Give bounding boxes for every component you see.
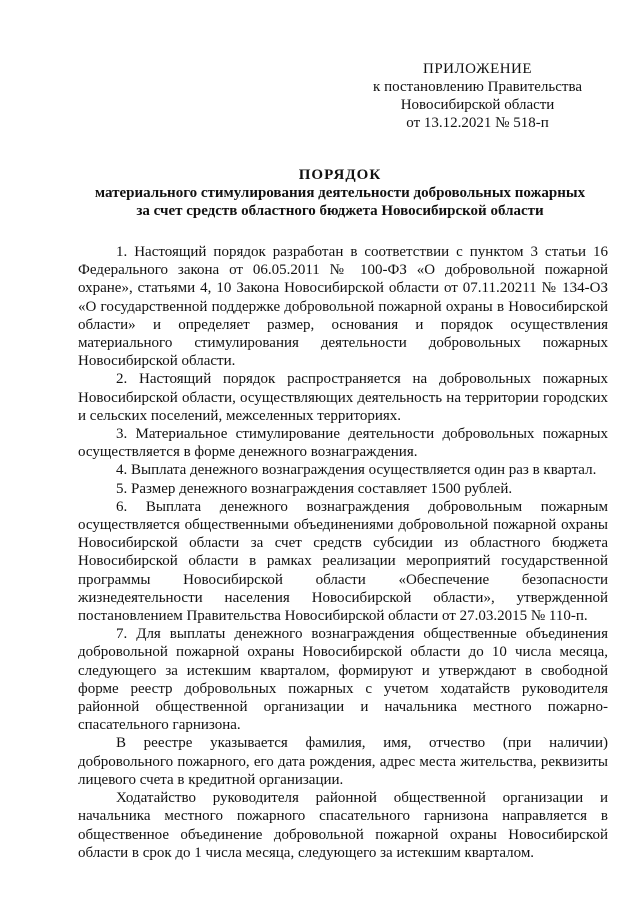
appendix-line-3: от 13.12.2021 № 518-п <box>406 115 549 131</box>
paragraph-1: 1. Настоящий порядок разработан в соответствии с пунктом 3 статьи 16 Федерального закона от 06.05.2011 № 100-ФЗ «О добровольной пожарной охране», статьями 4, 10 Закона Новосибирской области от 07.11.20211 № 134-ОЗ «О государственной поддержке добровольной пожарной охраны в Новосибирской области» и определяет размер, основания и порядок осуществления материального стимулирования деятельности добровольных пожарных Новосибирской области. <box>78 244 608 370</box>
paragraph-7: 7. Для выплаты денежного вознаграждения общественные объединения добровольной пожарной охраны Новосибирской области до 10 числа месяца, следующего за истекшим кварталом, формируют и утверждают в свободной форме реестр добровольных пожарных с учетом ходатайств руководителя районной общественной организации и начальника местного пожарно-спасательного гарнизона. <box>78 626 608 734</box>
title-subtitle-1: материального стимулирования деятельности добровольных пожарных <box>94 185 586 201</box>
paragraph-3: 3. Материальное стимулирование деятельности добровольных пожарных осуществляется в форме денежного вознаграждения. <box>78 426 608 461</box>
appendix-heading: ПРИЛОЖЕНИЕ <box>422 61 533 77</box>
appendix-line-2: Новосибирской области <box>400 97 555 113</box>
paragraph-5: 5. Размер денежного вознаграждения составляет 1500 рублей. <box>116 480 513 497</box>
title-main: ПОРЯДОК <box>298 167 382 183</box>
appendix-line-1: к постановлению Правительства <box>373 79 582 95</box>
document-body <box>78 243 608 862</box>
paragraph-6: 6. Выплата денежного вознаграждения добровольным пожарным осуществляется общественными объединениями добровольной пожарной охраны Новосибирской области за счет средств субсидии из областного бюджета Новосибирской области в рамках реализации мероприятий государственной программы Новосибирской области «Обеспечение безопасности жизнедеятельности населения Новосибирской области», утвержденной постановлением Правительства Новосибирской области от 27.03.2015 № 110-п. <box>78 498 608 625</box>
appendix-block <box>373 60 582 132</box>
paragraph-8: В реестре указывается фамилия, имя, отчество (при наличии) добровольного пожарного, его дата рождения, адрес места жительства, реквизиты лицевого счета в кредитной организации. <box>78 735 608 788</box>
paragraph-4: 4. Выплата денежного вознаграждения осуществляется один раз в квартал. <box>116 462 597 479</box>
paragraph-9: Ходатайство руководителя районной общественной организации и начальника местного пожарного спасательного гарнизона направляется в общественное объединение добровольной пожарной охраны Новосибирской области в срок до 1 числа месяца, следующего за истекшим кварталом. <box>78 790 608 861</box>
document-title <box>60 166 620 220</box>
title-subtitle-2: за счет средств областного бюджета Новосибирской области <box>136 203 544 219</box>
paragraph-2: 2. Настоящий порядок распространяется на добровольных пожарных Новосибирской области, осуществляющих деятельность на территории городских и сельских поселений, межселенных территориях. <box>78 371 608 424</box>
